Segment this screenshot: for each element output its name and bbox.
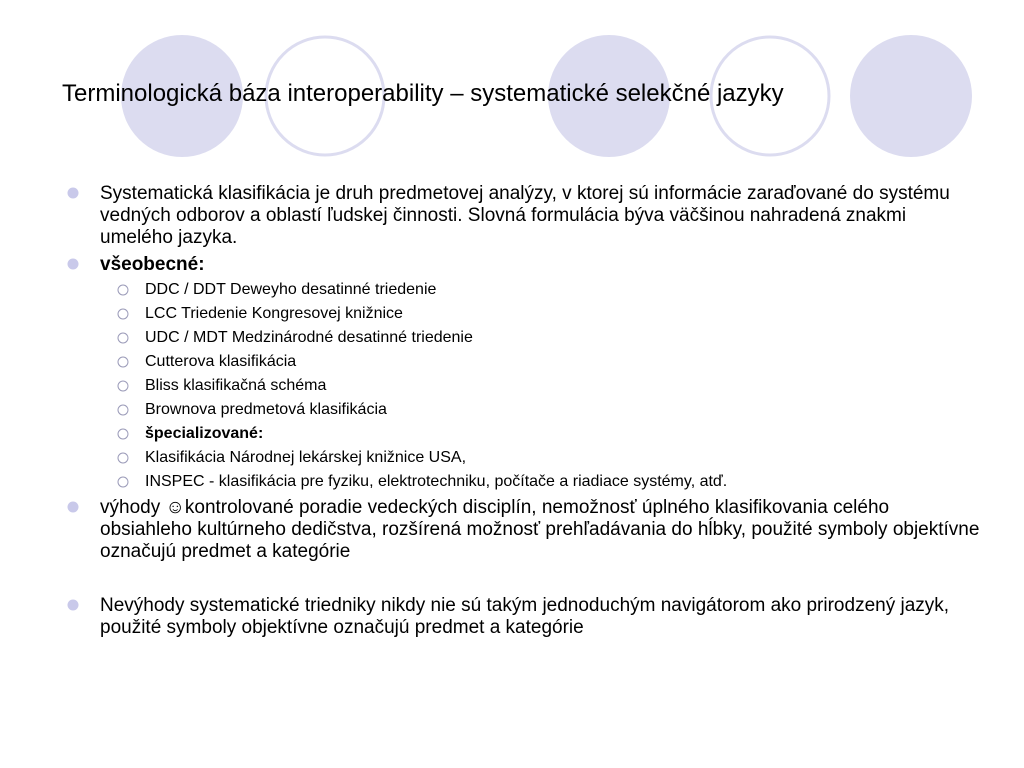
bullet-circle-icon <box>67 258 79 270</box>
bullet-4-text: Nevýhody systematické triedniky nikdy nie sú takým jednoduchým navigátorom ako prirodzený jazyk, použité symboly objektívne označujú predmet a kategórie <box>100 595 950 638</box>
slide-title: Terminologická báza interoperability – systematické selekčné jazyky <box>62 80 784 107</box>
sub-bullet-ring-icon <box>117 380 129 392</box>
bullet-circle-icon <box>67 599 79 611</box>
sub-bullet-ring-icon <box>117 452 129 464</box>
bullet-circle-icon <box>67 501 79 513</box>
bullet-2-text: všeobecné: <box>100 254 205 275</box>
sub-item-1: DDC / DDT Deweyho desatinné triedenie <box>145 281 437 298</box>
sub-item-2: LCC Triedenie Kongresovej knižnice <box>145 305 403 322</box>
sub-item-7: špecializované: <box>145 425 264 442</box>
sub-bullet-ring-icon <box>117 284 129 296</box>
sub-item-8: Klasifikácia Národnej lekárskej knižnice USA, <box>145 449 467 466</box>
sub-bullet-ring-icon <box>117 308 129 320</box>
sub-bullet-ring-icon <box>117 404 129 416</box>
sub-bullet-ring-icon <box>117 476 129 488</box>
sub-item-4: Cutterova klasifikácia <box>145 353 297 370</box>
sub-item-3: UDC / MDT Medzinárodné desatinné triedenie <box>145 329 473 346</box>
sub-bullet-ring-icon <box>117 332 129 344</box>
sub-item-9: INSPEC - klasifikácia pre fyziku, elektrotechniku, počítače a riadiace systémy, atď. <box>145 473 728 490</box>
sub-item-6: Brownova predmetová klasifikácia <box>145 401 387 418</box>
bullet-1-text: Systematická klasifikácia je druh predmetovej analýzy, v ktorej sú informácie zaraďované do systému vedných odborov a oblastí ľudskej činnosti. Slovná formulácia býva väčšinou nahradená znakmi umelého jazyka. <box>100 183 950 248</box>
sub-item-5: Bliss klasifikačná schéma <box>145 377 327 394</box>
bullet-3-text: výhody ☺kontrolované poradie vedeckých disciplín, nemožnosť úplného klasifikovania celého obsiahleho kultúrneho dedičstva, rozšírená možnosť prehľadávania do hĺbky, použité symboly objektívne označujú predmet a kategórie <box>100 497 980 562</box>
sub-bullet-ring-icon <box>117 356 129 368</box>
sub-bullet-ring-icon <box>117 428 129 440</box>
deco-circle-filled-3 <box>850 35 972 157</box>
bullet-circle-icon <box>67 187 79 199</box>
